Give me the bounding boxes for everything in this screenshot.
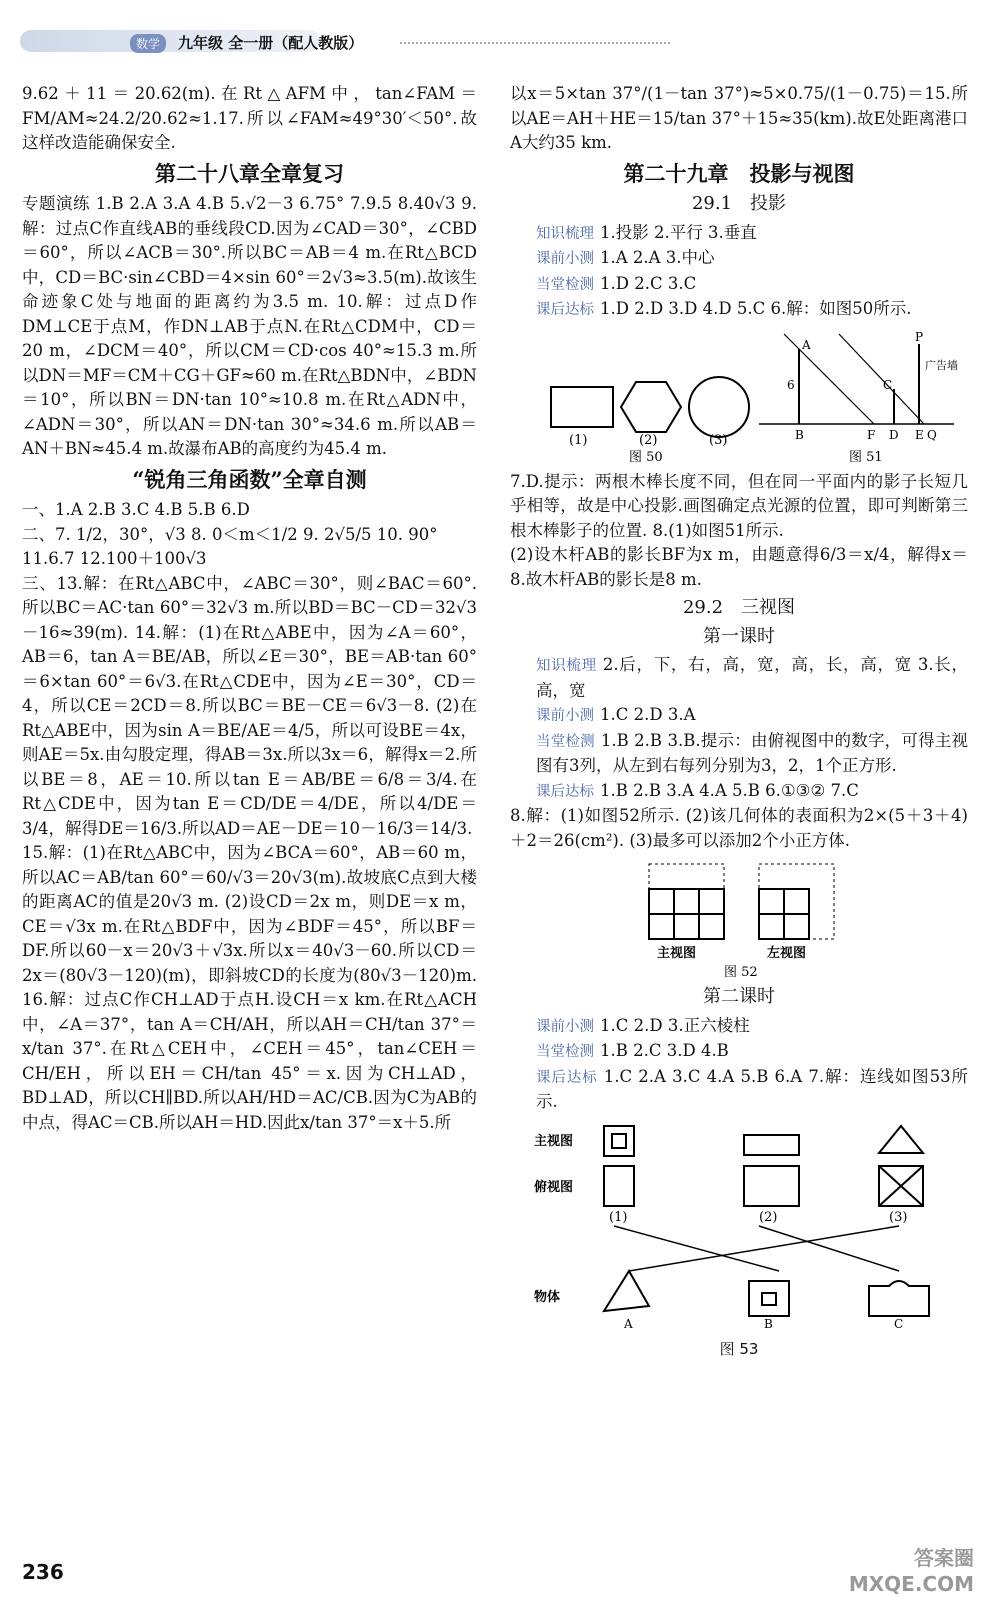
right-column	[510, 82, 968, 1361]
fig53-connection	[629, 1226, 899, 1271]
fig50-label-2: (2)	[639, 432, 658, 448]
page-number: 236	[22, 1560, 64, 1584]
fig53-top-2	[744, 1166, 799, 1206]
answer-label: 课前小测	[536, 708, 594, 724]
answer-text: 1.B 2.C 3.D 4.B	[600, 1041, 729, 1060]
fig51-label-a: A	[802, 337, 811, 352]
answer-label: 知识梳理	[536, 658, 597, 674]
fig53-object-c	[869, 1281, 929, 1316]
lesson-1-title: 第一课时	[703, 625, 775, 647]
fig51-ray-2	[839, 334, 924, 424]
fig50-hexagon	[621, 382, 681, 432]
fig53-top-1	[604, 1166, 634, 1206]
paragraph: 一、1.A 2.B 3.C 4.B 5.B 6.D	[22, 500, 250, 519]
watermark	[849, 1545, 974, 1597]
answer-label: 课后达标	[536, 783, 594, 800]
fig51-caption: 图 51	[849, 449, 883, 464]
paragraph: 专题演练 1.B 2.A 3.A 4.B 5.√2－3 6.75° 7.9.5 8.40√3 9.解：过点C作直线AB的垂线段CD.因为∠CAD＝30°，∠CBD＝60°，所以∠ACB＝30°.所以BC＝AB＝4 m.在Rt△BCD中，CD＝BC·sin∠CBD＝4×sin 60°＝2√3≈3.5(m).故该生命迹象C处与地面的距离约为3.5 m. 10.解：过点D作DM⊥CE于点M，作DN⊥AB于点N.在Rt△CDM中，CD＝20 m，∠DCM＝40°，所以CM＝CD·cos 40°≈15.3 m.所以DN＝MF＝CM＋CG＋GF≈60 m.在Rt△BDN中，∠BDN＝10°，所以BN＝DN·tan 10°≈10.8 m.在Rt△ADN中，∠ADN＝30°，所以AN＝DN·tan 30°≈34.6 m.所以AB＝AN＋BN≈45.4 m.故瀑布AB的高度约为45.4 m.	[22, 194, 477, 458]
answer-line	[536, 272, 968, 298]
fig52-caption: 图 52	[724, 965, 758, 979]
paragraph: (2)设木杆AB的影长BF为x m，由题意得6/3＝x/4，解得x＝8.故木杆AB的影长是8 m.	[510, 545, 968, 589]
paragraph: 8.解：(1)如图52所示. (2)该几何体的表面积为2×(5＋3＋4)＋2＝26(cm²). (3)最多可以添加2个小正方体.	[510, 806, 968, 850]
fig53-front-1	[604, 1126, 634, 1156]
answer-text: 1.D 2.C 3.C	[600, 273, 697, 293]
chapter-28-review-title: 第二十八章全章复习	[155, 160, 344, 186]
chapter-29-title: 第二十九章 投影与视图	[623, 160, 855, 186]
answer-text: 1.B 2.B 3.B.提示：由俯视图中的数字，可得主视图有3列，从左到右每列分别为3，2，1个正方形.	[536, 730, 969, 775]
answer-text: 1.D 2.D 3.D 4.D 5.C 6.解：如图50所示.	[600, 299, 912, 318]
watermark-line-2: MXQE.COM	[848, 1572, 974, 1596]
figure-53	[519, 1121, 959, 1331]
answer-text: 1.A 2.A 3.中心	[600, 248, 715, 267]
fig50-circle	[689, 377, 749, 437]
answer-label: 课前小测	[536, 1018, 594, 1035]
fig53-label-3: (3)	[889, 1209, 908, 1225]
watermark-line-1: 答案圈	[914, 1546, 974, 1570]
answer-line	[536, 703, 968, 729]
answer-line	[536, 1065, 968, 1115]
fig50-rectangle	[551, 387, 613, 427]
answer-label: 知识梳理	[536, 225, 594, 242]
subject-badge: 数学	[130, 34, 166, 53]
fig53-connection	[759, 1226, 899, 1271]
fig51-label-6: 6	[787, 377, 795, 392]
fig53-label-1: (1)	[609, 1209, 628, 1225]
fig51-label-wall: 广告墙	[925, 358, 958, 372]
answer-label: 当堂检测	[536, 733, 595, 750]
paragraph: 9.62＋11＝20.62(m).在Rt△AFM中，tan∠FAM＝FM/AM≈24.2/20.62≈1.17.所以∠FAM≈49°30′＜50°.故这样改造能确保安全.	[22, 84, 477, 152]
fig53-front-3	[879, 1126, 923, 1153]
answer-text: 1.投影 2.平行 3.垂直	[600, 222, 757, 242]
fig53-object-b	[749, 1281, 789, 1316]
answer-line	[536, 221, 968, 247]
paragraph: 15.解：(1)在Rt△ABC中，因为∠BCA＝60°，AB＝60 m，所以AC＝AB/tan 60°＝60/√3＝20√3(m).故坡底C点到大楼的距离AC的值是20√3 m. (2)设CD＝2x m，则DE＝x m，CE＝√3x m.在Rt△BDF中，因为∠BDF＝45°，所以BF＝DF.所以60－x＝20√3＋√3x.所以x＝40√3－60.所以CD＝2x＝(80√3－120)(m)，即斜坡CD的长度为(80√3－120)m. 16.解：过点C作CH⊥AD于点H.设CH＝x km.在Rt△ACH中，∠A＝37°，tan A＝CH/AH，所以AH＝CH/tan 37°＝x/tan 37°.在Rt△CEH中，∠CEH＝45°，tan∠CEH＝CH/EH，所以EH＝CH/tan 45°＝x.因为CH⊥AD，BD⊥AD，所以CH∥BD.所以AH/HD＝AC/CB.因为C为AB的中点，得AC＝CB.所以AH＝HD.因此x/tan 37°＝x＋5.所	[22, 843, 477, 1132]
fig53-front-label: 主视图	[534, 1133, 574, 1149]
fig53-connection	[614, 1226, 779, 1271]
answer-text: 1.C 2.A 3.C 4.A 5.B 6.A 7.解：连线如图53所示.	[536, 1066, 968, 1111]
answer-text: 1.B 2.B 3.A 4.A 5.B 6.①③② 7.C	[600, 780, 859, 800]
fig51-label-c: C	[883, 377, 893, 392]
answer-text: 1.C 2.D 3.正六棱柱	[600, 1015, 750, 1035]
fig51-label-p: P	[915, 329, 924, 344]
chapter-test-title: “锐角三角函数”全章自测	[132, 466, 367, 492]
fig50-label-3: (3)	[709, 432, 728, 448]
answer-line	[536, 1014, 968, 1040]
section-29-1-title: 29.1 投影	[691, 193, 787, 214]
fig53-front-1-inner	[612, 1134, 626, 1148]
fig50-label-1: (1)	[569, 432, 588, 448]
answer-line	[536, 779, 968, 805]
fig52-dashed	[759, 864, 834, 939]
fig50-caption: 图 50	[629, 449, 663, 464]
fig53-label-2: (2)	[759, 1209, 778, 1225]
header-divider	[400, 42, 670, 44]
fig51-ray-1	[784, 334, 874, 424]
fig53-top-label: 俯视图	[534, 1179, 574, 1195]
figures-50-51	[519, 329, 959, 464]
answer-line	[536, 246, 968, 272]
fig51-label-b: B	[795, 427, 804, 442]
page-header	[0, 0, 996, 70]
fig53-label-a: A	[624, 1316, 633, 1331]
answer-label: 课前小测	[536, 251, 594, 267]
answer-text: 1.C 2.D 3.A	[600, 705, 696, 724]
paragraph: 7.D.提示：两根木棒长度不同，但在同一平面内的影子长短几乎相等，故是中心投影.画图确定点光源的位置，即可判断第三根木棒影子的位置. 8.(1)如图51所示.	[510, 471, 968, 540]
fig51-label-f: F	[867, 427, 876, 442]
figure-52	[629, 859, 849, 979]
fig53-caption: 图 53	[719, 1339, 759, 1358]
section-29-2-title: 29.2 三视图	[682, 597, 796, 618]
fig53-front-2	[744, 1135, 799, 1155]
answer-label: 课后达标	[536, 1069, 598, 1086]
answer-line	[536, 729, 968, 779]
paragraph: 三、13.解：在Rt△ABC中，∠ABC＝30°，则∠BAC＝60°.所以BC＝AC·tan 60°＝32√3 m.所以BD＝BC－CD＝32√3－16≈39(m). 14.解：(1)在Rt△ABE中，因为∠A＝60°，AB＝6，tan A＝BE/AB，所以∠E＝30°，BE＝AB·tan 60°＝6×tan 60°＝6√3.在Rt△CDE中，因为∠E＝30°，CD＝4，所以CE＝2CD＝8.所以BC＝BE－CE＝6√3－8. (2)在Rt△ABE中，因为sin A＝BE/AE＝4/5，所以可设BE＝4x，则AE＝5x.由勾股定理，得AB＝3x.所以3x＝6，解得x＝2.所以BE＝8，AE＝10.所以tan E＝AB/BE＝6/8＝3/4.在Rt△CDE中，因为tan E＝CD/DE＝4/DE，所以4/DE＝3/4，解得DE＝16/3.所以AD＝AE－DE＝10－16/3＝14/3.	[22, 573, 477, 838]
left-column	[22, 82, 477, 1135]
paragraph: 以x＝5×tan 37°/(1－tan 37°)≈5×0.75/(1－0.75)＝15.所以AE＝AH＋HE＝15/tan 37°＋15≈35(km).故E处距离港口A大约35 km.	[510, 84, 968, 152]
answer-line	[536, 1039, 968, 1065]
fig53-label-c: C	[894, 1316, 904, 1331]
lesson-2-title: 第二课时	[703, 986, 775, 1007]
paragraph: 11.6.7 12.100＋100√3	[22, 549, 207, 568]
fig52-dashed	[649, 864, 724, 889]
answer-line	[536, 653, 968, 703]
answer-label: 当堂检测	[536, 1044, 594, 1060]
fig51-label-e: E	[915, 427, 924, 442]
grade-title: 九年级 全一册（配人教版）	[178, 34, 364, 52]
fig51-label-q: Q	[927, 427, 937, 442]
paragraph: 二、7. 1/2，30°，√3 8. 0＜m＜1/2 9. 2√5/5 10. 90°	[22, 524, 438, 544]
answer-line	[536, 297, 968, 323]
fig51-label-d: D	[889, 427, 899, 442]
fig53-object-a	[604, 1271, 649, 1311]
fig53-object-b-hole	[762, 1293, 776, 1305]
answer-label: 课后达标	[536, 302, 594, 318]
answer-label: 当堂检测	[536, 276, 594, 293]
answer-text: 2.后，下，右，高，宽，高，长，高，宽 3.长，高，宽	[536, 655, 968, 700]
fig52-front-label: 主视图	[657, 946, 697, 961]
fig52-left-label: 左视图	[767, 946, 807, 961]
fig53-label-b: B	[764, 1316, 773, 1331]
fig53-object-label: 物体	[534, 1289, 561, 1305]
